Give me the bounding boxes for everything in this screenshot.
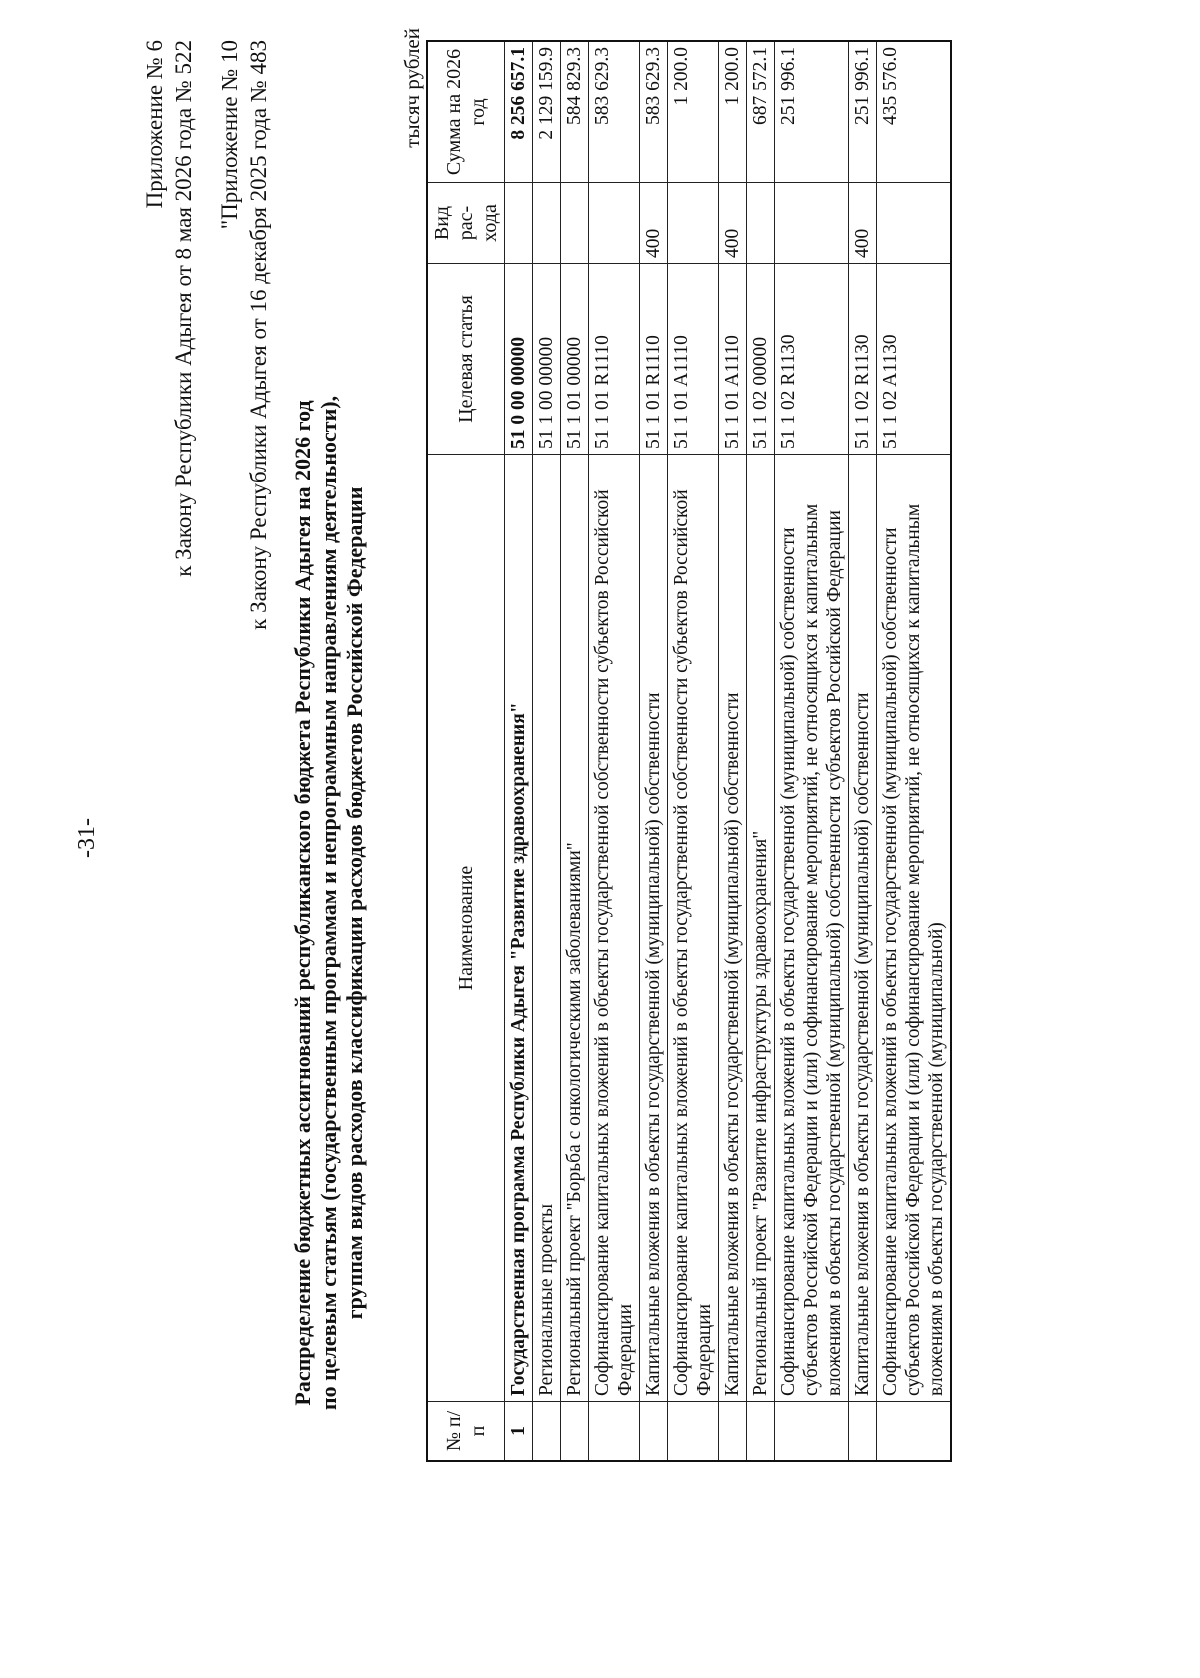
cell-sum: 583 629.3 [640, 41, 668, 183]
appendix-header [140, 40, 198, 577]
cell-type [747, 183, 775, 264]
cell-name: Региональные проекты [533, 455, 561, 1402]
cell-code: 51 1 01 A1110 [719, 264, 747, 455]
cell-type: 400 [849, 183, 877, 264]
table-row [719, 41, 747, 1461]
table-row [589, 41, 640, 1461]
cell-code: 51 1 01 00000 [561, 264, 589, 455]
appendix-law-reference: к Закону Республики Адыгея от 8 мая 2026 года № 522 [171, 40, 196, 577]
cell-name: Софинансирование капитальных вложений в объекты государственной (муниципальной) собственности субъектов Российской Федерации и (или) софинансирование мероприятий, не относящихся к капитальным вложениям в объекты государственной (муниципальной) собственности субъектов Российской Федерации [775, 455, 849, 1402]
table-row [877, 41, 952, 1461]
page-number: -31- [74, 818, 100, 858]
cell-sum: 251 996.1 [775, 41, 849, 183]
cell-sum: 8 256 657.1 [505, 41, 533, 183]
table-body [505, 41, 952, 1461]
cell-name: Капитальные вложения в объекты государственной (муниципальной) собственности [719, 455, 747, 1402]
cell-name: Региональный проект "Развитие инфраструктуры здравоохранения" [747, 455, 775, 1402]
title-line: группам видов расходов классификации расходов бюджетов Российской Федерации [342, 486, 367, 1320]
table-row [533, 41, 561, 1461]
cell-sum: 1 200.0 [719, 41, 747, 183]
table-row [849, 41, 877, 1461]
cell-sum: 251 996.1 [849, 41, 877, 183]
table-row [747, 41, 775, 1461]
title-line: по целевым статьям (государственным программам и непрограммным направлениям деятельности), [316, 395, 341, 1411]
cell-name: Софинансирование капитальных вложений в объекты государственной собственности субъектов Российской Федерации [589, 455, 640, 1402]
cell-code: 51 1 01 R1110 [589, 264, 640, 455]
cell-name: Государственная программа Республики Адыгея "Развитие здравоохранения" [505, 455, 533, 1402]
cell-code: 51 1 02 00000 [747, 264, 775, 455]
cell-num [719, 1402, 747, 1462]
cell-type [561, 183, 589, 264]
cell-type [589, 183, 640, 264]
cell-code: 51 0 00 00000 [505, 264, 533, 455]
cell-num [877, 1402, 952, 1462]
cell-sum: 2 129 159.9 [533, 41, 561, 183]
cell-num [589, 1402, 640, 1462]
cell-code: 51 1 00 00000 [533, 264, 561, 455]
cell-sum: 1 200.0 [668, 41, 719, 183]
cell-sum: 687 572.1 [747, 41, 775, 183]
cell-name: Софинансирование капитальных вложений в объекты государственной собственности субъектов Российской Федерации [668, 455, 719, 1402]
cell-type [668, 183, 719, 264]
document-title [290, 328, 368, 1478]
cell-type [877, 183, 952, 264]
budget-table [426, 40, 952, 1462]
cell-num [533, 1402, 561, 1462]
cell-type [505, 183, 533, 264]
cell-sum: 583 629.3 [589, 41, 640, 183]
units-label: тысяч рублей [400, 28, 424, 148]
table-row [561, 41, 589, 1461]
table-row [775, 41, 849, 1461]
cell-num [747, 1402, 775, 1462]
cell-type [775, 183, 849, 264]
cell-num: 1 [505, 1402, 533, 1462]
header-name: Наименование [427, 455, 505, 1402]
header-type: Вид рас-хода [427, 183, 505, 264]
table-row [640, 41, 668, 1461]
cell-type: 400 [719, 183, 747, 264]
title-line: Распределение бюджетных ассигнований республиканского бюджета Республики Адыгея на 2026 год [290, 400, 315, 1406]
cell-sum: 584 829.3 [561, 41, 589, 183]
cell-code: 51 1 01 A1110 [668, 264, 719, 455]
original-appendix-header [215, 40, 273, 630]
cell-num [668, 1402, 719, 1462]
cell-num [640, 1402, 668, 1462]
header-num: № п/п [427, 1402, 505, 1462]
cell-num [775, 1402, 849, 1462]
cell-sum: 435 576.0 [877, 41, 952, 183]
original-appendix-law-reference: к Закону Республики Адыгея от 16 декабря 2025 года № 483 [246, 40, 271, 630]
header-code: Целевая статья [427, 264, 505, 455]
cell-num [561, 1402, 589, 1462]
appendix-number: Приложение № 6 [142, 40, 167, 209]
cell-code: 51 1 02 R1130 [775, 264, 849, 455]
cell-name: Капитальные вложения в объекты государственной (муниципальной) собственности [849, 455, 877, 1402]
cell-name: Софинансирование капитальных вложений в объекты государственной (муниципальной) собственности субъектов Российской Федерации и (или) софинансирование мероприятий, не относящихся к капитальным вложениям в объекты государственной (муниципальной) [877, 455, 952, 1402]
cell-type: 400 [640, 183, 668, 264]
original-appendix-number: "Приложение № 10 [217, 40, 242, 230]
cell-code: 51 1 02 A1130 [877, 264, 952, 455]
header-sum: Сумма на 2026 год [427, 41, 505, 183]
cell-name: Капитальные вложения в объекты государственной (муниципальной) собственности [640, 455, 668, 1402]
table-row [505, 41, 533, 1461]
cell-num [849, 1402, 877, 1462]
table-header-row [427, 41, 505, 1461]
cell-type [533, 183, 561, 264]
cell-code: 51 1 01 R1110 [640, 264, 668, 455]
cell-name: Региональный проект "Борьба с онкологическими заболеваниями" [561, 455, 589, 1402]
cell-code: 51 1 02 R1130 [849, 264, 877, 455]
table-row [668, 41, 719, 1461]
